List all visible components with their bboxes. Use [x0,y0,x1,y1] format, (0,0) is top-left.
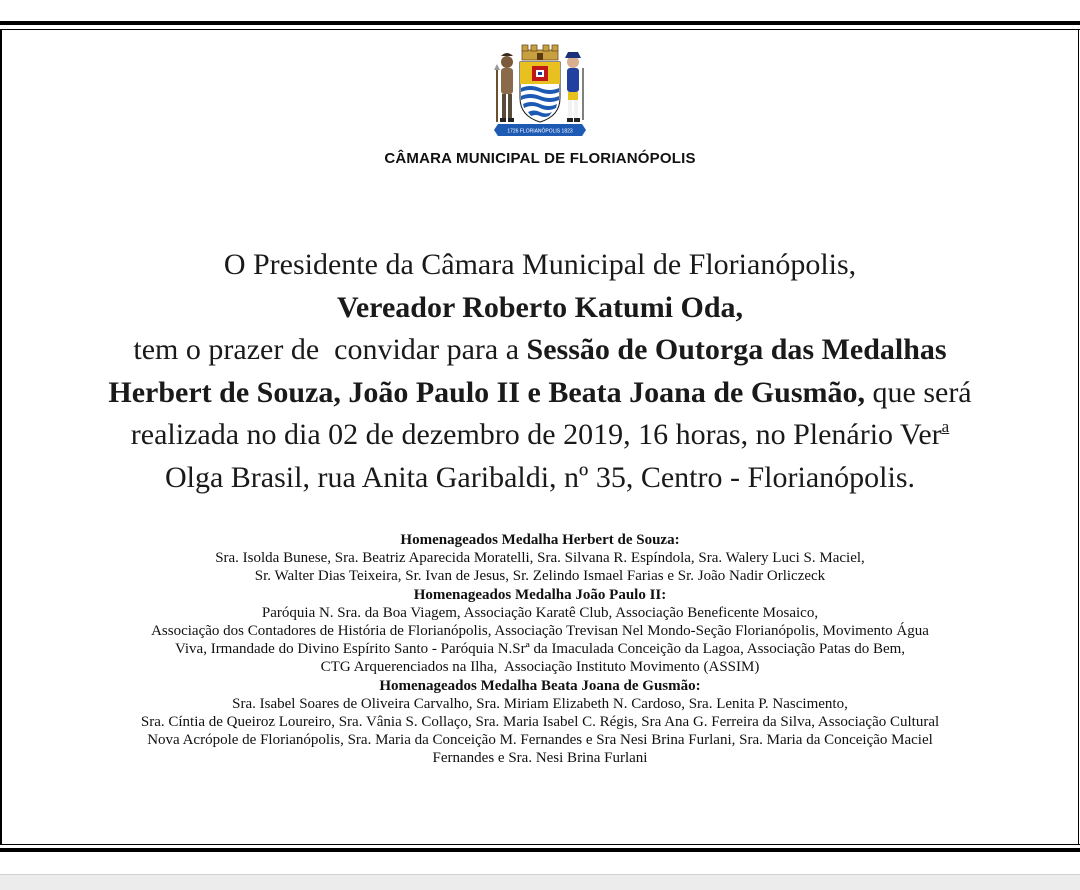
honorees-group-title: Homenageados Medalha Herbert de Souza: [400,532,680,548]
honorees-group-herbert [30,531,1050,586]
mural-crown [522,45,558,60]
honorees-line: CTG Arquerenciados na Ilha, Associação Instituto Movimento (ASSIM) [320,659,760,676]
bottom-border-thick [0,848,1080,852]
organization-name: CÂMARA MUNICIPAL DE FLORIANÓPOLIS [384,150,696,167]
svg-text:1726 FLORIANÓPOLIS 1823: 1726 FLORIANÓPOLIS 1823 [507,128,573,135]
honorees-line: Nova Acrópole de Florianópolis, Sra. Maria da Conceição M. Fernandes e Sra Nesi Brina Furlani, Sra. Maria da Conceição Maciel [147,732,933,749]
invitation-line-3 [20,329,1060,372]
motto-ribbon [494,124,586,136]
event-name-part2: Herbert de Souza, João Paulo II e Beata Joana de Gusmão, [108,375,866,409]
honoree-host-name: Vereador Roberto Katumi Oda, [336,290,744,324]
honorees-group-title: Homenageados Medalha Beata Joana de Gusmão: [379,677,701,694]
right-supporter-figure [565,52,583,122]
invitation-line-4 [20,372,1060,415]
invitation-text [20,244,1060,499]
invitation-line-6: Olga Brasil, rua Anita Garibaldi, nº 35, Centro - Florianópolis. [164,460,915,494]
honorees-line: Sra. Cíntia de Queiroz Loureiro, Sra. Vânia S. Collaço, Sra. Maria Isabel C. Régis, Sra Ana G. Ferreira da Silva, Associação Cultural [140,714,940,731]
honorees-group-joana-gusmao [30,677,1050,768]
invitation-line-1: O Presidente da Câmara Municipal de Florianópolis, [223,248,857,281]
honorees-line: Sr. Walter Dias Teixeira, Sr. Ivan de Jesus, Sr. Zelindo Ismael Farias e Sr. João Nadir Orliczeck [254,568,826,585]
invitation-line-4-suffix: que será [865,375,972,409]
honorees-group-title: Homenageados Medalha João Paulo II: [413,586,667,603]
event-date-location: realizada no dia 02 de dezembro de 2019, 16 horas, no Plenário Ver [130,418,942,451]
honorees-group-joao-paulo [30,586,1050,677]
invitation-line-5 [20,414,1060,457]
footer-strip [0,874,1080,890]
event-name-part1: Sessão de Outorga das Medalhas [526,333,947,366]
bottom-border-thin [0,844,1080,845]
shield [520,62,560,122]
honorees-line: Sra. Isolda Bunese, Sra. Beatriz Aparecida Moratelli, Sra. Silvana R. Espíndola, Sra. Walery Luci S. Maciel, [215,550,865,567]
top-border-thick [0,21,1080,25]
ordinal-superscript: a [941,417,950,436]
honorees-line: Viva, Irmandade do Divino Espírito Santo - Paróquia N.Srª da Imaculada Conceição da Lagoa, Associação Patas do Bem, [174,641,906,658]
invitation-line-3-prefix: tem o prazer de convidar para a [133,333,527,366]
honorees-line: Fernandes e Sra. Nesi Brina Furlani [432,750,648,767]
honorees-line: Associação dos Contadores de História de Florianópolis, Associação Trevisan Nel Mondo-Seção Florianópolis, Movimento Água [151,623,929,640]
invitation-line-2 [20,287,1060,330]
honorees-line: Paróquia N. Sra. da Boa Viagem, Associação Karatê Club, Associação Beneficente Mosaico, [261,604,819,621]
honorees-line: Sra. Isabel Soares de Oliveira Carvalho, Sra. Miriam Elizabeth N. Cardoso, Sra. Lenita P. Nascimento, [232,695,848,712]
honorees-list [30,531,1050,768]
left-supporter-figure [494,53,514,122]
coat-of-arms-icon [490,40,590,140]
